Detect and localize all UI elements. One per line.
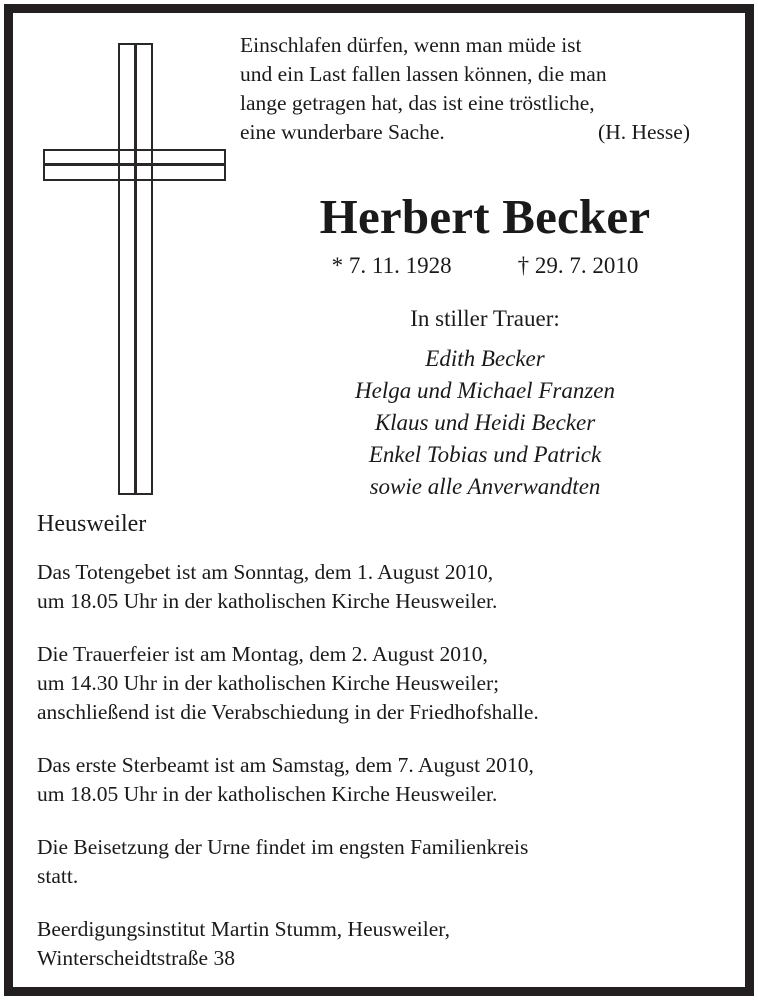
mourner-name: Enkel Tobias und Patrick xyxy=(368,442,602,467)
obituary-notice xyxy=(4,4,754,996)
paragraph-line: statt. xyxy=(37,864,79,888)
paragraph-line: Das Totengebet ist am Sonntag, dem 1. August 2010, xyxy=(37,560,494,584)
paragraph-line: Winterscheidtstraße 38 xyxy=(37,946,235,970)
deceased-block xyxy=(240,188,730,280)
mourner-name: Helga und Michael Franzen xyxy=(355,378,615,403)
funeral-home-info xyxy=(37,915,727,973)
mourners-block xyxy=(240,303,730,503)
birth-date: * 7. 11. 1928 xyxy=(331,253,452,278)
quote-line: eine wunderbare Sache. xyxy=(240,120,445,144)
service-details xyxy=(37,508,727,973)
mourner-name: Klaus und Heidi Becker xyxy=(374,410,596,435)
notice-inner xyxy=(13,13,745,987)
paragraph-line: Beerdigungsinstitut Martin Stumm, Heusweiler, xyxy=(37,917,450,941)
paragraph-line: um 18.05 Uhr in der katholischen Kirche Heusweiler. xyxy=(37,589,498,613)
paragraph-line: anschließend ist die Verabschiedung in der Friedhofshalle. xyxy=(37,700,539,724)
quote-line: Einschlafen dürfen, wenn man müde ist xyxy=(240,33,582,57)
mourner-name: sowie alle Anverwandten xyxy=(369,474,601,499)
deceased-name: Herbert Becker xyxy=(319,189,651,244)
service-paragraph xyxy=(37,640,727,727)
cross-horizontal-centerline xyxy=(43,163,226,166)
memorial-quote xyxy=(240,31,718,147)
cross-vertical-centerline xyxy=(134,43,137,495)
paragraph-line: Die Trauerfeier ist am Montag, dem 2. August 2010, xyxy=(37,642,488,666)
quote-attribution: (H. Hesse) xyxy=(598,120,690,144)
quote-last-line xyxy=(240,118,690,147)
mourner-name: Edith Becker xyxy=(425,346,545,371)
service-paragraph xyxy=(37,833,727,891)
paragraph-line: Die Beisetzung der Urne findet im engsten Familienkreis xyxy=(37,835,529,859)
christian-cross-icon xyxy=(29,27,244,497)
paragraph-line: um 18.05 Uhr in der katholischen Kirche Heusweiler. xyxy=(37,782,498,806)
place-heading: Heusweiler xyxy=(37,511,147,537)
quote-line: und ein Last fallen lassen können, die man xyxy=(240,62,607,86)
service-paragraph xyxy=(37,558,727,616)
death-date: † 29. 7. 2010 xyxy=(517,253,639,278)
life-dates xyxy=(240,251,730,280)
paragraph-line: Das erste Sterbeamt ist am Samstag, dem 7. August 2010, xyxy=(37,753,534,777)
paragraph-line: um 14.30 Uhr in der katholischen Kirche Heusweiler; xyxy=(37,671,500,695)
service-paragraph xyxy=(37,751,727,809)
mourners-heading: In stiller Trauer: xyxy=(410,306,560,331)
quote-line: lange getragen hat, das ist eine tröstliche, xyxy=(240,91,595,115)
